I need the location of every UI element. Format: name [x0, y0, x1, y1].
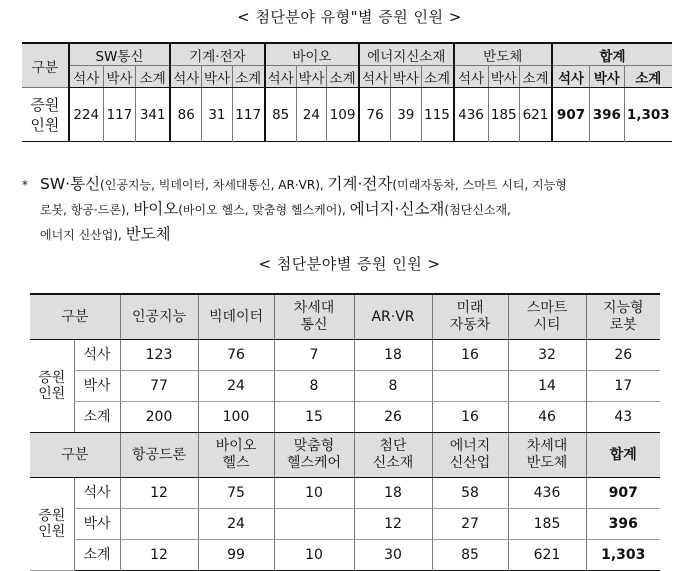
table2-title: < 첨단분야별 증원 인원 >: [258, 255, 441, 273]
footnote-marker: *: [22, 178, 28, 192]
table1-title: < 첨단분야 유형"별 증원 인원 >: [237, 8, 462, 26]
row-label: 소계: [74, 540, 120, 571]
sub-header: 석사: [552, 66, 590, 88]
footnote: [22, 172, 682, 247]
header-line: 차세대: [293, 300, 335, 316]
cell: 58: [432, 478, 508, 509]
col-header: 인공지능: [120, 294, 198, 340]
cell: 8: [354, 371, 432, 402]
sub-header: 석사: [69, 66, 104, 88]
row-group-line: 인원: [38, 386, 66, 402]
header-line: 미래: [456, 300, 484, 316]
cell: 8: [274, 371, 354, 402]
col-header: 빅데이터: [198, 294, 274, 340]
cell: 16: [432, 402, 508, 433]
header-line: 맞춤형: [293, 438, 335, 454]
group-header-sw: SW통신: [69, 43, 171, 66]
row-label: 박사: [74, 509, 120, 540]
field-table: [30, 293, 660, 571]
col-header-total: 합계: [586, 433, 660, 478]
sub-header: 석사: [454, 66, 489, 88]
header-line: 스마트: [526, 300, 568, 316]
row-label: [22, 88, 69, 142]
cell: 14: [508, 371, 586, 402]
group-header-total: 합계: [552, 43, 672, 66]
cell: [274, 509, 354, 540]
col-header: 항공드론: [120, 433, 198, 478]
cell: 31: [202, 88, 232, 142]
note-body: (인공지능, 빅데이터, 차세대통신, AR·VR),: [100, 178, 324, 192]
col-header: [354, 433, 432, 478]
cell: 436: [454, 88, 489, 142]
sub-header: 박사: [391, 66, 421, 88]
major-type-table: [22, 42, 672, 142]
total-cell: 396: [590, 88, 625, 142]
row-label-line: 인원: [30, 115, 60, 134]
col-header: [508, 294, 586, 340]
row-group-label: [30, 340, 74, 433]
cell: 76: [198, 340, 274, 371]
header-line: 통신: [300, 317, 328, 333]
corner-cell: 구분: [22, 43, 69, 88]
cell: 76: [359, 88, 390, 142]
sub-header: 박사: [488, 66, 519, 88]
sub-header: 박사: [202, 66, 232, 88]
col-header: [274, 433, 354, 478]
cell: [120, 509, 198, 540]
header-line: 로봇: [609, 317, 637, 333]
header-line: 헬스케어: [286, 455, 342, 471]
col-header: [586, 294, 660, 340]
row-label: 소계: [74, 402, 120, 433]
cell: 12: [354, 509, 432, 540]
cell: 27: [432, 509, 508, 540]
header-line: 반도체: [526, 455, 568, 471]
cell: 117: [103, 88, 135, 142]
note-body: (미래자동차, 스마트 시티, 지능형: [392, 178, 567, 192]
row-group-label: [30, 478, 74, 571]
note-body: 에너지 신산업),: [40, 228, 122, 242]
cell: 85: [265, 88, 296, 142]
header-line: 신소재: [372, 455, 414, 471]
cell: 12: [120, 478, 198, 509]
cell: 621: [508, 540, 586, 571]
header-line: 신산업: [449, 455, 491, 471]
note-head: 기계·전자: [327, 175, 393, 193]
header-line: 지능형: [602, 300, 644, 316]
row-label: 석사: [74, 340, 120, 371]
header-line: 첨단: [379, 438, 407, 454]
col-header: [198, 433, 274, 478]
cell: 117: [232, 88, 265, 142]
cell: 15: [274, 402, 354, 433]
group-header-bio: 바이오: [265, 43, 359, 66]
cell: 123: [120, 340, 198, 371]
sub-header: 소계: [519, 66, 552, 88]
total-cell: 907: [586, 478, 660, 509]
cell: 39: [391, 88, 421, 142]
cell: 10: [274, 478, 354, 509]
cell: 17: [586, 371, 660, 402]
header-line: 자동차: [449, 317, 491, 333]
cell: 16: [432, 340, 508, 371]
note-head: 반도체: [125, 225, 171, 243]
cell: 18: [354, 340, 432, 371]
cell: 24: [296, 88, 326, 142]
cell: 18: [354, 478, 432, 509]
cell: 200: [120, 402, 198, 433]
row-label: 박사: [74, 371, 120, 402]
cell: 100: [198, 402, 274, 433]
col-header: AR·VR: [354, 294, 432, 340]
cell: 75: [198, 478, 274, 509]
col-header: [274, 294, 354, 340]
row-group-line: 증원: [38, 508, 66, 524]
sub-header: 박사: [103, 66, 135, 88]
cell: 621: [519, 88, 552, 142]
cell: 43: [586, 402, 660, 433]
sub-header: 석사: [265, 66, 296, 88]
cell: 224: [69, 88, 104, 142]
corner-cell: 구분: [30, 294, 120, 340]
cell: 46: [508, 402, 586, 433]
header-line: 시티: [533, 317, 561, 333]
header-line: 에너지: [449, 438, 491, 454]
row-label: 석사: [74, 478, 120, 509]
col-header: [508, 433, 586, 478]
sub-header: 소계: [327, 66, 360, 88]
note-body: (바이오 헬스, 맞춤형 헬스케어),: [178, 203, 346, 217]
sub-header: 박사: [590, 66, 625, 88]
note-body: (첨단신소재,: [444, 203, 511, 217]
header-line: 차세대: [526, 438, 568, 454]
group-header-machine: 기계·전자: [170, 43, 264, 66]
cell: 115: [421, 88, 453, 142]
note-head: 에너지·신소재: [349, 200, 445, 218]
row-group-line: 증원: [38, 370, 66, 386]
sub-header: 소계: [624, 66, 672, 88]
cell: 26: [586, 340, 660, 371]
note-head: SW·통신: [40, 175, 101, 193]
sub-header: 석사: [170, 66, 201, 88]
cell: 7: [274, 340, 354, 371]
cell: 30: [354, 540, 432, 571]
header-line: 바이오: [215, 438, 257, 454]
sub-header: 박사: [296, 66, 326, 88]
cell: 77: [120, 371, 198, 402]
col-header: [432, 433, 508, 478]
cell: 185: [508, 509, 586, 540]
total-cell: 1,303: [586, 540, 660, 571]
cell: 86: [170, 88, 201, 142]
sub-header: 석사: [359, 66, 390, 88]
cell: 436: [508, 478, 586, 509]
row-label-line: 증원: [30, 95, 60, 114]
cell: 341: [136, 88, 171, 142]
sub-header: 소계: [232, 66, 265, 88]
cell: 24: [198, 371, 274, 402]
cell: 32: [508, 340, 586, 371]
cell: 99: [198, 540, 274, 571]
sub-header: 소계: [136, 66, 171, 88]
cell: 26: [354, 402, 432, 433]
row-group-line: 인원: [38, 524, 66, 540]
cell: 24: [198, 509, 274, 540]
group-header-energy: 에너지신소재: [359, 43, 453, 66]
sub-header: 소계: [421, 66, 453, 88]
cell: 85: [432, 540, 508, 571]
col-header: [432, 294, 508, 340]
cell: 185: [488, 88, 519, 142]
cell: 12: [120, 540, 198, 571]
total-cell: 907: [552, 88, 590, 142]
group-header-semiconductor: 반도체: [454, 43, 552, 66]
cell: 109: [327, 88, 360, 142]
cell: 10: [274, 540, 354, 571]
cell: [432, 371, 508, 402]
note-head: 바이오: [133, 200, 179, 218]
total-cell: 1,303: [624, 88, 672, 142]
corner-cell: 구분: [30, 433, 120, 478]
total-cell: 396: [586, 509, 660, 540]
header-line: 헬스: [222, 455, 250, 471]
note-body: 로봇, 항공·드론),: [40, 203, 130, 217]
